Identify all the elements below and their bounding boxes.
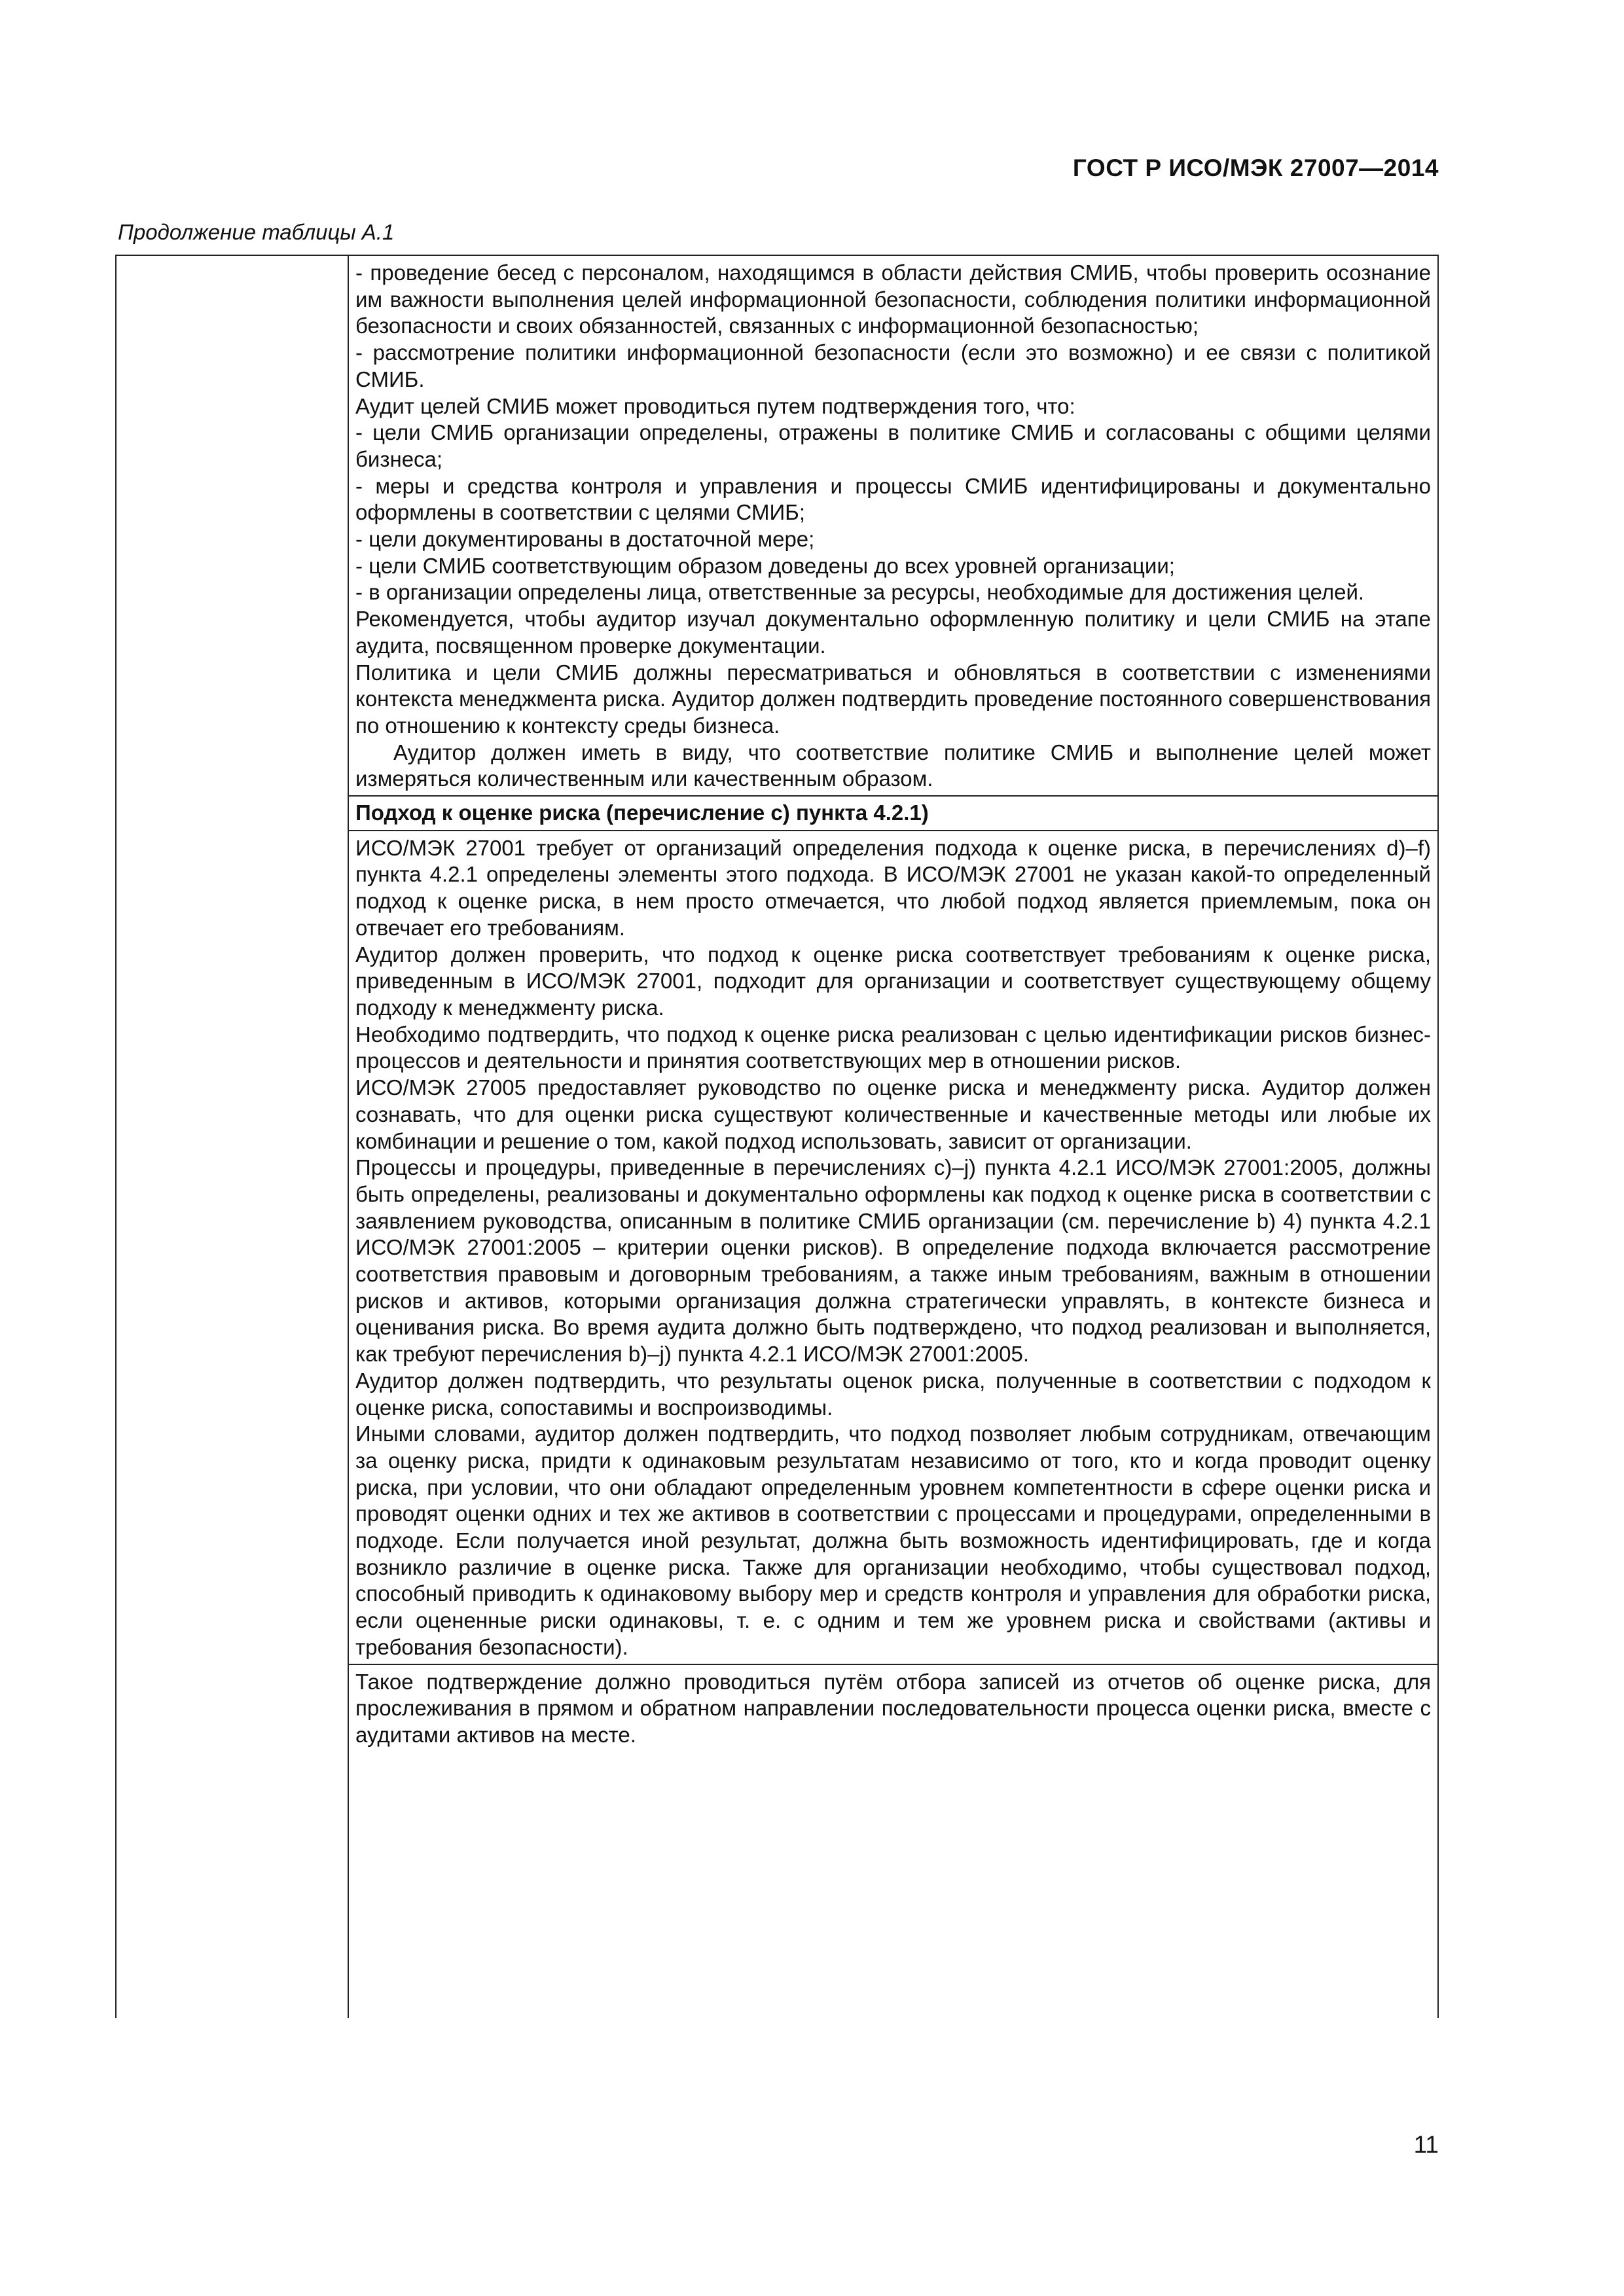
cell-objectives-audit (349, 256, 1437, 795)
paragraph: - рассмотрение политики информационной безопасности (если это возможно) и ее связи с политикой СМИБ. (355, 340, 1431, 391)
paragraph: - в организации определены лица, ответственные за ресурсы, необходимые для достижения целей. (355, 580, 1365, 605)
paragraph: Процессы и процедуры, приведенные в перечислениях с)–j) пункта 4.2.1 ИСО/МЭК 27001:2005, должны быть определены, реализованы и документально оформлены как подход к оценке риска в соответствии с заявлением руководства, описанным в политике СМИБ организации (см. перечисление b) 4) пункта 4.2.1 ИСО/МЭК 27001:2005 – критерии оценки рисков). В определение подхода включается рассмотрение соответствия правовым и договорным требованиям, а также иным требованиям, важным в отношении рисков и активов, которыми организация должна стратегически управлять, в контексте бизнеса и оценивания риска. Во время аудита должно быть подтверждено, что подход реализован и выполняется, как требуют перечисления b)–j) пункта 4.2.1 ИСО/МЭК 27001:2005. (355, 1155, 1431, 1367)
paragraph: - цели СМИБ организации определены, отражены в политике СМИБ и согласованы с общими целями бизнеса; (355, 420, 1431, 471)
paragraph: Аудитор должен проверить, что подход к оценке риска соответствует требованиям к оценке риска, приведенным в ИСО/МЭК 27001, подходит для организации и соответствует существующему общему подходу к менеджменту риска. (355, 942, 1431, 1020)
paragraph: Политика и цели СМИБ должны пересматриваться и обновляться в соответствии с изменениями контекста менеджмента риска. Аудитор должен подтвердить проведение постоянного совершенствования по отношению к контексту среды бизнеса. (355, 660, 1431, 738)
paragraph: ИСО/МЭК 27005 предоставляет руководство по оценке риска и менеджменту риска. Аудитор должен сознавать, что для оценки риска существуют количественные и качественные методы или любые их комбинации и решение о том, какой подход использовать, зависит от организации. (355, 1075, 1431, 1153)
paragraph: - проведение бесед с персоналом, находящимся в области действия СМИБ, чтобы проверить осознание им важности выполнения целей информационной безопасности, соблюдения политики информационной безопасности и своих обязанностей, связанных с информационной безопасностью; (355, 260, 1431, 338)
table-right-column (349, 256, 1437, 2018)
cell-risk-assessment-approach (349, 831, 1437, 1664)
paragraph: Рекомендуется, чтобы аудитор изучал документально оформленную политику и цели СМИБ на этапе аудита, посвященном проверке документации. (355, 607, 1431, 658)
table-left-column (117, 256, 349, 2018)
paragraph: Аудит целей СМИБ может проводиться путем подтверждения того, что: (355, 393, 1075, 418)
standard-code: ГОСТ Р ИСО/МЭК 27007—2014 (1072, 154, 1439, 181)
paragraph: - цели СМИБ соответствующим образом доведены до всех уровней организации; (355, 553, 1175, 578)
page-number: 11 (1413, 2131, 1439, 2158)
cell-confirmation (349, 1664, 1437, 1751)
paragraph: Иными словами, аудитор должен подтвердить, что подход позволяет любым сотрудникам, отвечающим за оценку риска, придти к одинаковым результатам независимо от того, кто и когда проводит оценку риска, при условии, что они обладают определенным уровнем компетентности в сфере оценки риска и проводят оценки одних и тех же активов в соответствии с процессами и процедурами, определенными в подходе. Если получается иной результат, должна быть возможность идентифицировать, где и когда возникло различие в оценке риска. Также для организации необходимо, чтобы существовал подход, способный приводить к одинаковому выбору мер и средств контроля и управления для обработки риска, если оцененные риски одинаковы, т. е. с одним и тем же уровнем риска и свойствами (активы и требования безопасности). (355, 1422, 1431, 1659)
paragraph: Аудитор должен иметь в виду, что соответствие политике СМИБ и выполнение целей может измеряться количественным или качественным образом. (355, 740, 1431, 791)
paragraph: Необходимо подтвердить, что подход к оценке риска реализован с целью идентификации рисков бизнес-процессов и деятельности и принятия соответствующих мер в отношении рисков. (355, 1022, 1431, 1073)
paragraph: - цели документированы в достаточной мере; (355, 527, 815, 552)
section-heading: Подход к оценке риска (перечисление с) пункта 4.2.1) (349, 795, 1437, 831)
paragraph: - меры и средства контроля и управления и процессы СМИБ идентифицированы и документально оформлены в соответствии с целями СМИБ; (355, 473, 1431, 525)
paragraph: ИСО/МЭК 27001 требует от организаций определения подхода к оценке риска, в перечислениях d)–f) пункта 4.2.1 определены элементы этого подхода. В ИСО/МЭК 27001 не указан какой-то определенный подход к оценке риска, в нем просто отмечается, что любой подход является приемлемым, пока он отвечает его требованиям. (355, 835, 1431, 940)
paragraph: Аудитор должен подтвердить, что результаты оценок риска, полученные в соответствии с подходом к оценке риска, сопоставимы и воспроизводимы. (355, 1368, 1431, 1420)
table-caption: Продолжение таблицы А.1 (118, 220, 395, 244)
paragraph: Такое подтверждение должно проводиться путём отбора записей из отчетов об оценке риска, для прослеживания в прямом и обратном направлении последовательности процесса оценки риска, вместе с аудитами активов на месте. (355, 1669, 1431, 1747)
table-a1 (115, 255, 1439, 2018)
